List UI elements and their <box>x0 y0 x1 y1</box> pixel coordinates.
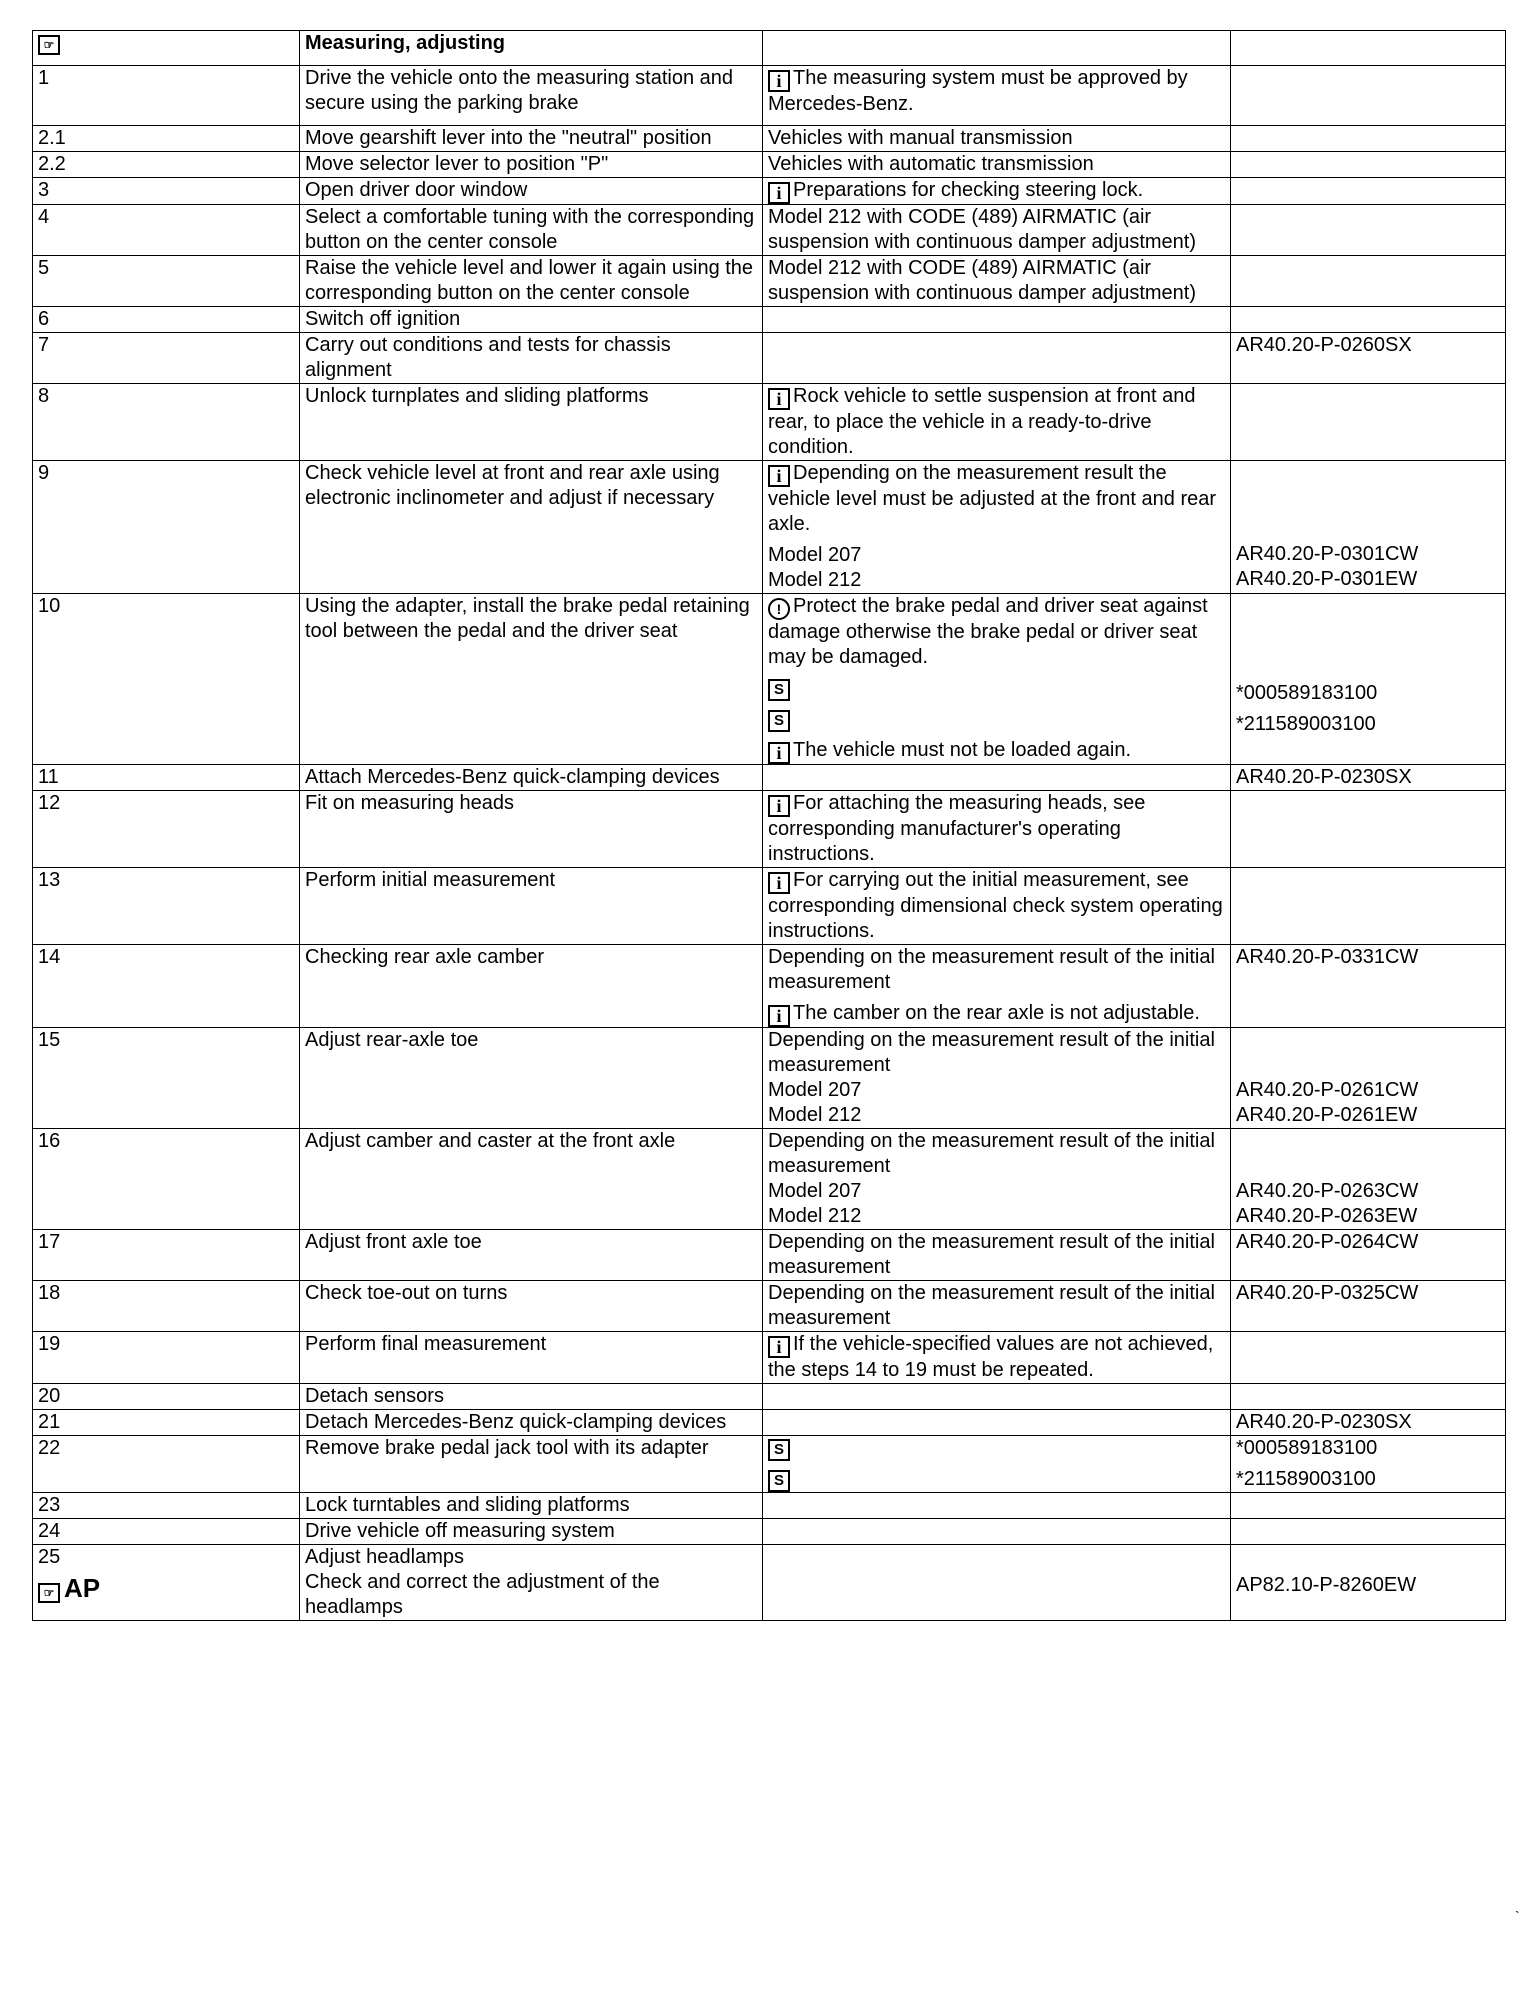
step-ref <box>1231 152 1506 178</box>
tool-number: *000589183100 <box>1236 682 1378 704</box>
step-ref: AR40.20-P-0230SX <box>1231 765 1506 791</box>
step-ref <box>1231 1519 1506 1545</box>
table-row <box>33 594 1506 765</box>
table-row <box>33 152 1506 178</box>
table-row <box>33 1545 1506 1621</box>
step-note <box>763 1384 1231 1410</box>
step-action: Lock turntables and sliding platforms <box>300 1493 763 1519</box>
table-row <box>33 1436 1506 1493</box>
table-row <box>33 256 1506 307</box>
step-note: Vehicles with manual transmission <box>763 126 1231 152</box>
step-action: Drive vehicle off measuring system <box>300 1519 763 1545</box>
step-ref: AR40.20-P-0260SX <box>1231 333 1506 384</box>
step-action: Adjust headlamps <box>305 1546 464 1568</box>
step-note: Protect the brake pedal and driver seat against damage otherwise the brake pedal or driver seat may be damaged. <box>768 595 1208 668</box>
step-number: 11 <box>33 765 300 791</box>
step-note: Model 212 with CODE (489) AIRMATIC (air suspension with continuous damper adjustment) <box>763 205 1231 256</box>
step-number: 15 <box>33 1028 300 1129</box>
procedure-table <box>32 30 1506 1621</box>
step-ref: AR40.20-P-0261CW <box>1236 1079 1419 1101</box>
table-row <box>33 1230 1506 1281</box>
step-number: 9 <box>33 461 300 594</box>
step-number: 5 <box>33 256 300 307</box>
table-row <box>33 384 1506 461</box>
ap-label: AP <box>64 1573 101 1603</box>
step-action: Unlock turnplates and sliding platforms <box>300 384 763 461</box>
step-action: Checking rear axle camber <box>300 945 763 1028</box>
step-note: Depending on the measurement result of the initial measurement <box>768 1130 1215 1177</box>
step-ref: AR40.20-P-0261EW <box>1236 1104 1418 1126</box>
step-note: Depending on the measurement result of the initial measurement <box>768 946 1215 993</box>
tool-icon: S <box>768 1470 790 1492</box>
step-number: 12 <box>33 791 300 868</box>
step-note: Vehicles with automatic transmission <box>763 152 1231 178</box>
header-title: Measuring, adjusting <box>300 31 763 66</box>
step-ref <box>1231 384 1506 461</box>
header-icon-cell <box>33 31 300 66</box>
step-note <box>763 765 1231 791</box>
table-row <box>33 1332 1506 1384</box>
step-action: Perform initial measurement <box>300 868 763 945</box>
tool-number: *000589183100 <box>1236 1437 1378 1459</box>
step-number: 2.1 <box>33 126 300 152</box>
step-action: Remove brake pedal jack tool with its adapter <box>300 1436 763 1493</box>
step-number: 23 <box>33 1493 300 1519</box>
step-ref <box>1231 256 1506 307</box>
table-row <box>33 205 1506 256</box>
step-ref <box>1231 1332 1506 1384</box>
step-note: Depending on the measurement result of the initial measurement <box>763 1230 1231 1281</box>
step-action: Check toe-out on turns <box>300 1281 763 1332</box>
table-header-row <box>33 31 1506 66</box>
tool-icon: S <box>768 710 790 732</box>
step-number: 19 <box>33 1332 300 1384</box>
tool-icon: S <box>768 1439 790 1461</box>
step-action: Adjust front axle toe <box>300 1230 763 1281</box>
table-row <box>33 461 1506 594</box>
model-label: Model 212 <box>768 1104 862 1126</box>
edge-mark: ` <box>1515 1908 1520 1924</box>
ap-reference <box>38 1573 294 1603</box>
step-ref <box>1231 126 1506 152</box>
table-row <box>33 1493 1506 1519</box>
table-row <box>33 765 1506 791</box>
step-ref: AR40.20-P-0263CW <box>1236 1180 1419 1202</box>
step-number: 7 <box>33 333 300 384</box>
info-icon: i <box>768 70 790 92</box>
step-number: 4 <box>33 205 300 256</box>
step-number: 21 <box>33 1410 300 1436</box>
step-action-2: Check and correct the adjustment of the headlamps <box>305 1571 660 1618</box>
step-ref <box>1231 307 1506 333</box>
table-row <box>33 1281 1506 1332</box>
step-number: 6 <box>33 307 300 333</box>
step-ref <box>1231 868 1506 945</box>
step-note: Depending on the measurement result of the initial measurement <box>763 1281 1231 1332</box>
step-note: If the vehicle-specified values are not achieved, the steps 14 to 19 must be repeated. <box>768 1333 1214 1381</box>
tool-number: *211589003100 <box>1236 1468 1376 1490</box>
step-note <box>763 307 1231 333</box>
step-number: 13 <box>33 868 300 945</box>
step-number: 8 <box>33 384 300 461</box>
step-number: 10 <box>33 594 300 765</box>
step-number: 20 <box>33 1384 300 1410</box>
step-ref: AR40.20-P-0331CW <box>1231 945 1506 1028</box>
step-ref: AP82.10-P-8260EW <box>1236 1574 1417 1596</box>
step-action: Switch off ignition <box>300 307 763 333</box>
step-note <box>763 333 1231 384</box>
model-label: Model 207 <box>768 1079 862 1101</box>
step-action: Open driver door window <box>300 178 763 205</box>
model-label: Model 212 <box>768 1205 862 1227</box>
table-row <box>33 178 1506 205</box>
info-icon: i <box>768 388 790 410</box>
step-action: Detach sensors <box>300 1384 763 1410</box>
table-row <box>33 1519 1506 1545</box>
step-action: Carry out conditions and tests for chassis alignment <box>300 333 763 384</box>
hand-pointer-icon: ☞ <box>38 1583 60 1603</box>
table-row <box>33 868 1506 945</box>
step-ref <box>1231 66 1506 126</box>
step-number: 22 <box>33 1436 300 1493</box>
info-icon: i <box>768 1005 790 1027</box>
table-row <box>33 1384 1506 1410</box>
step-ref: AR40.20-P-0301EW <box>1236 568 1418 590</box>
table-row <box>33 66 1506 126</box>
step-number: 16 <box>33 1129 300 1230</box>
step-action: Adjust camber and caster at the front axle <box>300 1129 763 1230</box>
step-ref <box>1231 1493 1506 1519</box>
warning-icon: ! <box>768 598 790 620</box>
step-ref <box>1231 178 1506 205</box>
step-action: Select a comfortable tuning with the corresponding button on the center console <box>300 205 763 256</box>
tool-number: *211589003100 <box>1236 713 1376 735</box>
step-ref: AR40.20-P-0301CW <box>1236 543 1419 565</box>
model-label: Model 207 <box>768 1180 862 1202</box>
step-note: Depending on the measurement result the vehicle level must be adjusted at the front and rear axle. <box>768 462 1217 535</box>
step-note: Preparations for checking steering lock. <box>793 179 1144 201</box>
step-note-2: The camber on the rear axle is not adjustable. <box>793 1002 1200 1024</box>
info-icon: i <box>768 872 790 894</box>
step-note <box>763 1410 1231 1436</box>
step-ref <box>1231 1384 1506 1410</box>
model-label: Model 212 <box>768 569 862 591</box>
step-ref: AR40.20-P-0325CW <box>1231 1281 1506 1332</box>
step-note: For attaching the measuring heads, see corresponding manufacturer's operating instructions. <box>768 792 1146 865</box>
tool-icon: S <box>768 679 790 701</box>
table-row <box>33 791 1506 868</box>
step-number: 25 <box>38 1546 61 1568</box>
step-action: Attach Mercedes-Benz quick-clamping devices <box>300 765 763 791</box>
step-number: 17 <box>33 1230 300 1281</box>
step-note: For carrying out the initial measurement, see corresponding dimensional check system operating instructions. <box>768 869 1223 942</box>
step-note: The measuring system must be approved by Mercedes-Benz. <box>768 67 1188 115</box>
step-action: Fit on measuring heads <box>300 791 763 868</box>
step-action: Detach Mercedes-Benz quick-clamping devices <box>300 1410 763 1436</box>
table-row <box>33 1410 1506 1436</box>
info-icon: i <box>768 182 790 204</box>
step-action: Drive the vehicle onto the measuring station and secure using the parking brake <box>300 66 763 126</box>
step-note: Depending on the measurement result of the initial measurement <box>768 1029 1215 1076</box>
step-number: 24 <box>33 1519 300 1545</box>
step-action: Using the adapter, install the brake pedal retaining tool between the pedal and the driver seat <box>300 594 763 765</box>
step-number: 1 <box>33 66 300 126</box>
step-action: Perform final measurement <box>300 1332 763 1384</box>
step-ref: AR40.20-P-0263EW <box>1236 1205 1418 1227</box>
step-number: 18 <box>33 1281 300 1332</box>
info-icon: i <box>768 465 790 487</box>
table-row <box>33 126 1506 152</box>
step-note <box>763 1519 1231 1545</box>
table-row <box>33 1028 1506 1129</box>
info-icon: i <box>768 742 790 764</box>
step-ref: AR40.20-P-0230SX <box>1231 1410 1506 1436</box>
step-action: Check vehicle level at front and rear axle using electronic inclinometer and adjust if necessary <box>300 461 763 594</box>
step-action: Adjust rear-axle toe <box>300 1028 763 1129</box>
step-number: 14 <box>33 945 300 1028</box>
step-ref <box>1231 791 1506 868</box>
table-row <box>33 1129 1506 1230</box>
info-icon: i <box>768 1336 790 1358</box>
table-row <box>33 307 1506 333</box>
step-action: Raise the vehicle level and lower it again using the corresponding button on the center console <box>300 256 763 307</box>
table-row <box>33 333 1506 384</box>
model-label: Model 207 <box>768 544 862 566</box>
step-action: Move gearshift lever into the "neutral" position <box>300 126 763 152</box>
table-row <box>33 945 1506 1028</box>
step-note: Model 212 with CODE (489) AIRMATIC (air suspension with continuous damper adjustment) <box>763 256 1231 307</box>
step-number: 3 <box>33 178 300 205</box>
hand-pointer-icon: ☞ <box>38 35 60 55</box>
info-icon: i <box>768 795 790 817</box>
step-ref: AR40.20-P-0264CW <box>1231 1230 1506 1281</box>
step-note-2: The vehicle must not be loaded again. <box>793 739 1131 761</box>
step-number: 2.2 <box>33 152 300 178</box>
step-ref <box>1231 205 1506 256</box>
step-action: Move selector lever to position "P" <box>300 152 763 178</box>
step-note: Rock vehicle to settle suspension at front and rear, to place the vehicle in a ready-to-drive condition. <box>768 385 1196 458</box>
step-note <box>763 1493 1231 1519</box>
